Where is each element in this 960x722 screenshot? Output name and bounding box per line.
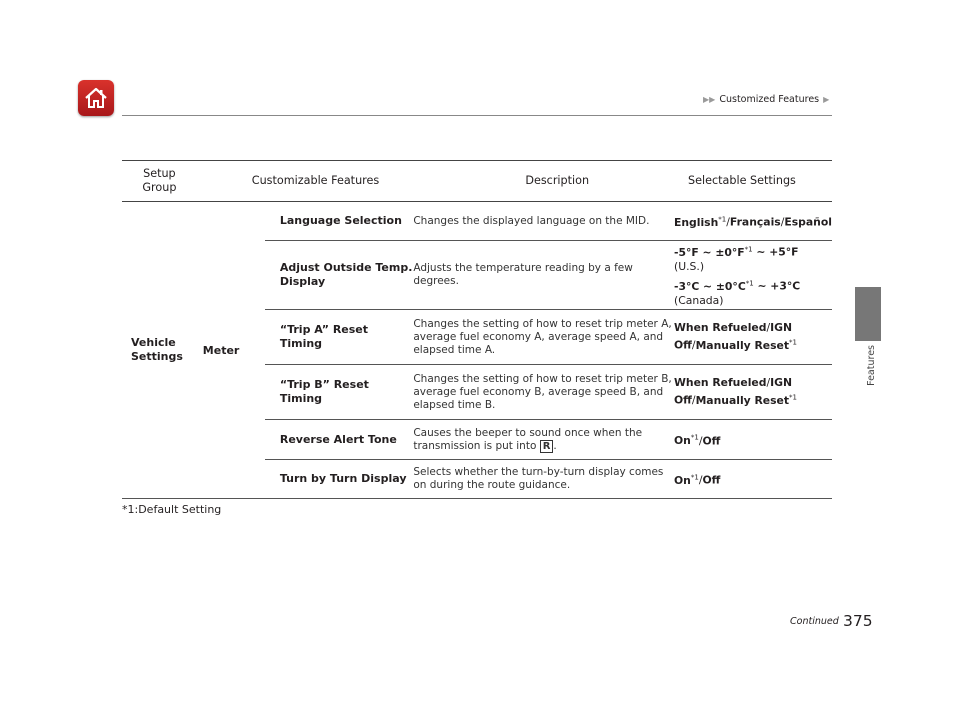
description-text: Causes the beeper to sound once when the transmission is put into <box>413 426 643 452</box>
setting-separator <box>674 294 724 307</box>
setting-text: Español <box>784 215 832 229</box>
feature-name: “Trip B” Reset Timing <box>265 365 414 420</box>
default-marker: *1 <box>745 279 754 287</box>
feature-description: Selects whether the turn-by-turn display comes on during the route guidance. <box>413 460 674 499</box>
setting-text: Manually Reset <box>695 393 789 407</box>
breadcrumb <box>703 94 829 105</box>
setting-line <box>674 294 832 308</box>
setting-text: English <box>673 215 719 229</box>
setting-text: Manually Reset <box>695 338 789 352</box>
page-number: 375 <box>843 612 873 630</box>
selectable-settings <box>674 310 832 365</box>
header-rule <box>122 115 832 116</box>
default-marker: *1 <box>744 245 753 254</box>
setting-text: When Refueled <box>673 376 767 390</box>
feature-description: Changes the setting of how to reset trip meter A, average fuel economy A, average speed A, and elapsed time A. <box>413 310 674 365</box>
breadcrumb-arrows: ▶▶ <box>703 95 716 104</box>
setting-option <box>753 246 799 259</box>
setting-line <box>674 276 832 294</box>
setting-option <box>674 216 726 229</box>
default-marker: *1 <box>718 215 727 224</box>
setting-text: -3°C ~ ±0°C <box>673 279 746 293</box>
setting-option <box>674 434 699 447</box>
table-header-row <box>122 161 832 202</box>
selectable-settings <box>674 365 832 420</box>
feature-name: “Trip A” Reset Timing <box>265 310 414 365</box>
selectable-settings <box>674 241 832 310</box>
setting-option <box>674 280 754 293</box>
table-row <box>122 202 832 241</box>
section-tab-label: Features <box>866 345 877 386</box>
selectable-settings <box>674 460 832 499</box>
setting-text: Off <box>702 434 721 448</box>
header-setup-group: Setup Group <box>122 161 197 202</box>
feature-name: Reverse Alert Tone <box>265 420 414 460</box>
feature-description: Adjusts the temperature reading by a few degrees. <box>413 241 674 310</box>
setting-option <box>784 216 832 229</box>
setup-group-cell: Vehicle Settings <box>122 202 197 499</box>
feature-description: Changes the setting of how to reset trip meter B, average fuel economy B, average speed B, and elapsed time B. <box>413 365 674 420</box>
setting-text: IGN Off <box>673 376 793 407</box>
feature-description: Changes the displayed language on the MID. <box>413 202 674 241</box>
footnote: *1:Default Setting <box>122 503 222 516</box>
header-customizable-features: Customizable Features <box>197 161 414 202</box>
setting-text: On <box>673 473 691 487</box>
subgroup-cell: Meter <box>197 202 265 499</box>
setting-text: / <box>691 338 696 352</box>
setting-text: ~ +5°F <box>752 246 799 259</box>
continued-label: Continued <box>790 616 839 627</box>
setting-line <box>674 242 832 260</box>
reverse-gear-key-icon: R <box>540 440 554 453</box>
setting-option <box>754 280 800 293</box>
breadcrumb-link-customized-features[interactable]: Customized Features <box>719 94 820 105</box>
setting-text: On <box>673 434 691 448</box>
home-button[interactable] <box>78 80 114 116</box>
setting-option <box>674 376 766 389</box>
settings-table <box>122 160 832 499</box>
setting-text: / <box>766 321 771 335</box>
feature-name: Adjust Outside Temp. Display <box>265 241 414 310</box>
setting-text: -5°F ~ ±0°F <box>673 246 745 259</box>
header-description: Description <box>413 161 674 202</box>
setting-text: (U.S.) <box>673 260 705 273</box>
setting-option <box>696 394 797 407</box>
breadcrumb-end-arrow: ▶ <box>823 95 830 104</box>
setting-text: (Canada) <box>673 293 724 307</box>
setting-text: / <box>726 215 730 229</box>
setting-separator <box>674 260 704 273</box>
selectable-settings <box>674 202 832 241</box>
setting-text: When Refueled <box>673 321 767 335</box>
section-tab[interactable] <box>855 287 881 341</box>
header-selectable-settings: Selectable Settings <box>674 161 832 202</box>
setting-text: IGN Off <box>673 321 793 352</box>
default-marker: *1 <box>789 338 797 347</box>
default-marker: *1 <box>690 473 699 482</box>
setting-text: Off <box>702 473 721 487</box>
setting-option <box>702 434 720 447</box>
setting-text: Français <box>729 215 781 229</box>
setting-option <box>674 474 699 487</box>
setting-option <box>702 474 720 487</box>
feature-name: Language Selection <box>265 202 414 241</box>
description-text-end: . <box>553 439 557 452</box>
setting-text: / <box>766 376 771 390</box>
setting-text: / <box>698 473 703 487</box>
selectable-settings <box>674 420 832 460</box>
setting-line <box>674 260 832 274</box>
setting-text: ~ +3°C <box>753 279 801 293</box>
setting-option <box>696 339 797 352</box>
setting-option <box>674 321 766 334</box>
setting-text: / <box>780 215 785 229</box>
default-marker: *1 <box>789 393 797 402</box>
home-icon <box>83 85 109 111</box>
setting-text: / <box>691 393 696 407</box>
feature-description <box>413 420 674 460</box>
setting-option <box>674 246 753 259</box>
setting-text: / <box>698 434 703 448</box>
default-marker: *1 <box>690 433 699 442</box>
setting-option <box>730 216 781 229</box>
feature-name: Turn by Turn Display <box>265 460 414 499</box>
